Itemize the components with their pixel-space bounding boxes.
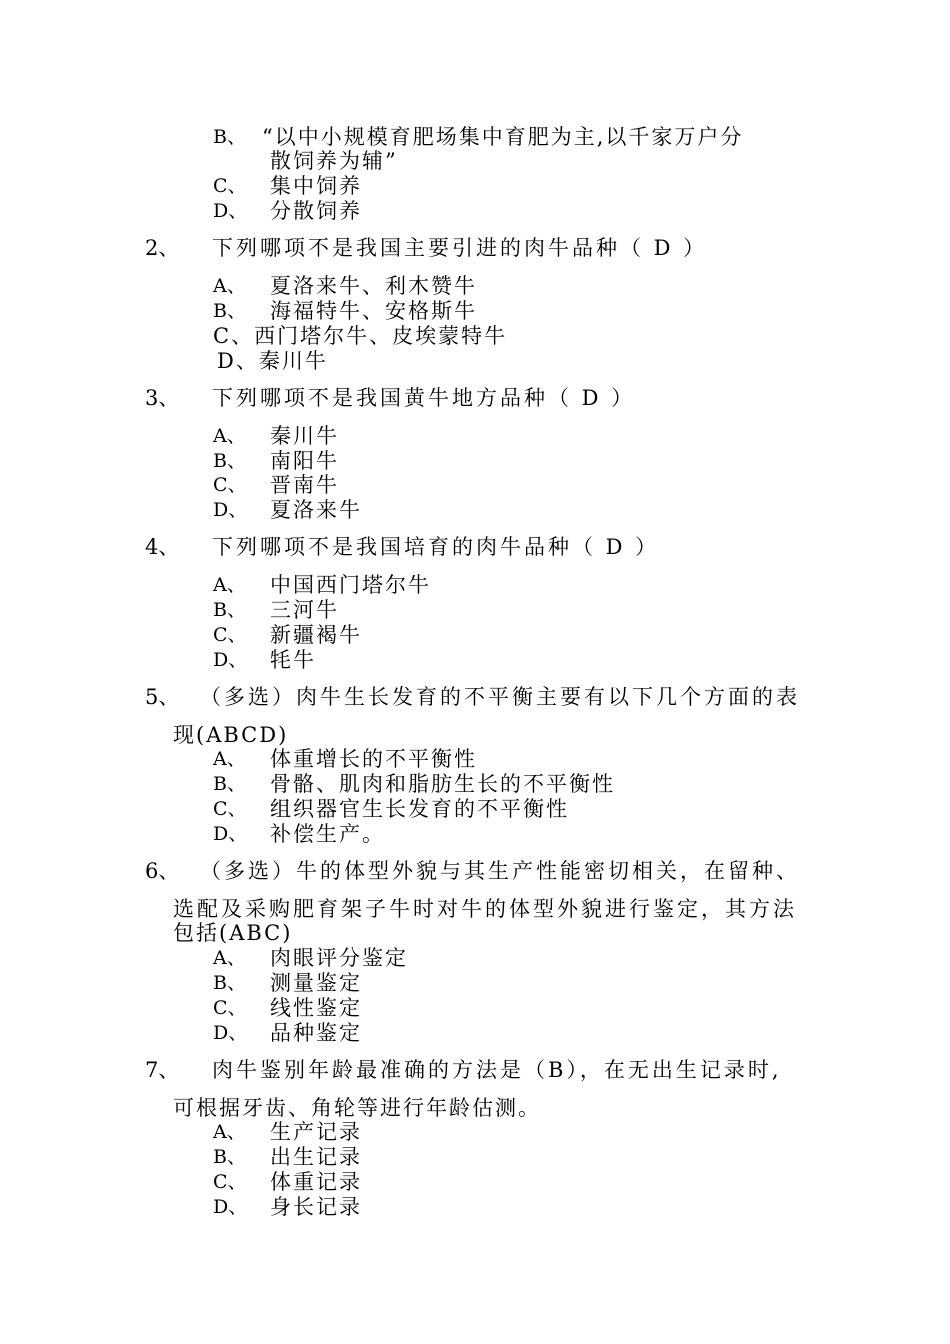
q2-option-c: C、西门塔尔牛、皮埃蒙特牛 — [213, 324, 508, 348]
q3-option-d-letter: D、 — [213, 499, 248, 521]
q7-option-c-text: 体重记录 — [270, 1170, 362, 1194]
q6-option-b-letter: B、 — [213, 972, 246, 994]
q4-option-b-text: 三河牛 — [270, 598, 339, 622]
q5-option-a-text: 体重增长的不平衡性 — [270, 747, 477, 771]
q5-option-b-text: 骨骼、肌肉和脂肪生长的不平衡性 — [270, 772, 615, 796]
question-5-text-cont: 现(ABCD) — [173, 723, 289, 747]
q7-option-a-letter: A、 — [213, 1121, 246, 1143]
option-b-letter: B、 — [213, 126, 246, 148]
q7-option-d-letter: D、 — [213, 1196, 248, 1218]
q2-option-a-letter: A、 — [213, 275, 246, 297]
q5-option-a-letter: A、 — [213, 748, 246, 770]
question-6-number: 6、 — [145, 859, 180, 883]
q4-option-d-letter: D、 — [213, 649, 248, 671]
q5-option-d-letter: D、 — [213, 823, 248, 845]
q4-option-b-letter: B、 — [213, 599, 246, 621]
q4-option-c-text: 新疆褐牛 — [270, 623, 362, 647]
q3-option-c-letter: C、 — [213, 474, 247, 496]
q2-option-b-letter: B、 — [213, 300, 246, 322]
q7-option-b-letter: B、 — [213, 1146, 246, 1168]
option-b-text-cont: 散饲养为辅” — [270, 149, 398, 173]
option-b-text: “以中小规模育肥场集中育肥为主,以千家万户分 — [262, 125, 744, 149]
q5-option-b-letter: B、 — [213, 773, 246, 795]
q7-option-d-text: 身长记录 — [270, 1195, 362, 1219]
option-d-text: 分散饲养 — [270, 199, 362, 223]
q6-option-d-text: 品种鉴定 — [270, 1021, 362, 1045]
q6-option-b-text: 测量鉴定 — [270, 971, 362, 995]
question-2-number: 2、 — [145, 236, 180, 260]
q3-option-c-text: 晋南牛 — [270, 473, 339, 497]
option-d-letter: D、 — [213, 200, 248, 222]
q3-option-b-letter: B、 — [213, 450, 246, 472]
q3-option-a-text: 秦川牛 — [270, 424, 339, 448]
q6-option-c-letter: C、 — [213, 997, 247, 1019]
q3-option-d-text: 夏洛来牛 — [270, 498, 362, 522]
question-7-text-cont: 可根据牙齿、角轮等进行年龄估测。 — [173, 1096, 541, 1120]
q6-option-a-letter: A、 — [213, 947, 246, 969]
option-c-text: 集中饲养 — [270, 174, 362, 198]
q4-option-c-letter: C、 — [213, 624, 247, 646]
q4-option-d-text: 牦牛 — [270, 648, 316, 672]
q2-option-a-text: 夏洛来牛、利木赞牛 — [270, 274, 477, 298]
question-5-number: 5、 — [145, 685, 180, 709]
question-4-number: 4、 — [145, 535, 180, 559]
q2-option-b-text: 海福特牛、安格斯牛 — [270, 299, 477, 323]
q4-option-a-text: 中国西门塔尔牛 — [270, 573, 431, 597]
question-3-text: 下列哪项不是我国黄牛地方品种（ D ） — [212, 386, 636, 410]
option-c-letter: C、 — [213, 175, 247, 197]
question-6-text-cont: 选配及采购肥育架子牛时对牛的体型外貌进行鉴定，其方法 — [173, 897, 797, 921]
q5-option-c-letter: C、 — [213, 798, 247, 820]
q7-option-c-letter: C、 — [213, 1171, 247, 1193]
question-2-text: 下列哪项不是我国主要引进的肉牛品种（ D ） — [212, 236, 708, 260]
question-7-number: 7、 — [145, 1058, 180, 1082]
q5-option-c-text: 组织器官生长发育的不平衡性 — [270, 797, 569, 821]
q3-option-b-text: 南阳牛 — [270, 449, 339, 473]
question-6-text: （多选）牛的体型外貌与其生产性能密切相关，在留种、 — [200, 859, 800, 883]
question-3-number: 3、 — [145, 386, 180, 410]
q6-option-a-text: 肉眼评分鉴定 — [270, 946, 408, 970]
question-6-text-cont-2: 包括(ABC) — [173, 921, 293, 945]
question-7-text: 肉牛鉴别年龄最准确的方法是（B），在无出生记录时, — [212, 1058, 782, 1082]
q7-option-b-text: 出生记录 — [270, 1145, 362, 1169]
q6-option-d-letter: D、 — [213, 1022, 248, 1044]
q4-option-a-letter: A、 — [213, 574, 246, 596]
q5-option-d-text: 补偿生产。 — [270, 822, 385, 846]
q2-option-d: D、秦川牛 — [217, 349, 328, 373]
question-5-text: （多选）肉牛生长发育的不平衡主要有以下几个方面的表 — [200, 685, 800, 709]
q6-option-c-text: 线性鉴定 — [270, 996, 362, 1020]
q7-option-a-text: 生产记录 — [270, 1120, 362, 1144]
question-4-text: 下列哪项不是我国培育的肉牛品种（ D ） — [212, 535, 660, 559]
q3-option-a-letter: A、 — [213, 425, 246, 447]
